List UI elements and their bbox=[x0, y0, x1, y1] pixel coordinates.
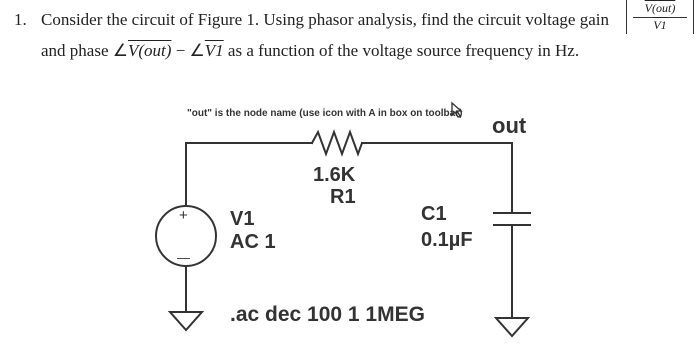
phase-term-out: V(out) bbox=[128, 41, 172, 60]
phase-suffix: as a function of the voltage source frequency in Hz. bbox=[223, 41, 580, 60]
phase-term-v1: V1 bbox=[204, 41, 224, 60]
ground-right-icon bbox=[496, 318, 528, 336]
source-spec: AC 1 bbox=[230, 231, 276, 253]
source-name: V1 bbox=[230, 208, 255, 230]
gain-numerator: V(out) bbox=[644, 1, 676, 15]
capacitor-value: 0.1µF bbox=[421, 229, 473, 251]
source-plus-sign: + bbox=[179, 207, 188, 224]
resistor-r1 bbox=[312, 132, 362, 154]
problem-text-line-1: Consider the circuit of Figure 1. Using phasor analysis, find the circuit voltage gain bbox=[41, 10, 609, 29]
spice-directive: .ac dec 100 1 1MEG bbox=[230, 303, 425, 326]
source-minus-sign: — bbox=[177, 250, 190, 265]
capacitor-name: C1 bbox=[421, 203, 447, 225]
gain-denominator: V1 bbox=[653, 18, 667, 32]
resistor-value: 1.6K bbox=[313, 164, 356, 186]
node-name-note: "out" is the node name (use icon with A in box on toolbar) bbox=[187, 108, 463, 119]
node-label-out: out bbox=[492, 113, 527, 138]
problem-number: 1. bbox=[14, 10, 27, 29]
ground-left-icon bbox=[170, 312, 202, 330]
wire-left-top bbox=[186, 143, 312, 205]
phase-prefix: and phase ∠ bbox=[41, 41, 128, 60]
phase-minus: − ∠ bbox=[171, 41, 205, 60]
resistor-name: R1 bbox=[330, 186, 356, 208]
